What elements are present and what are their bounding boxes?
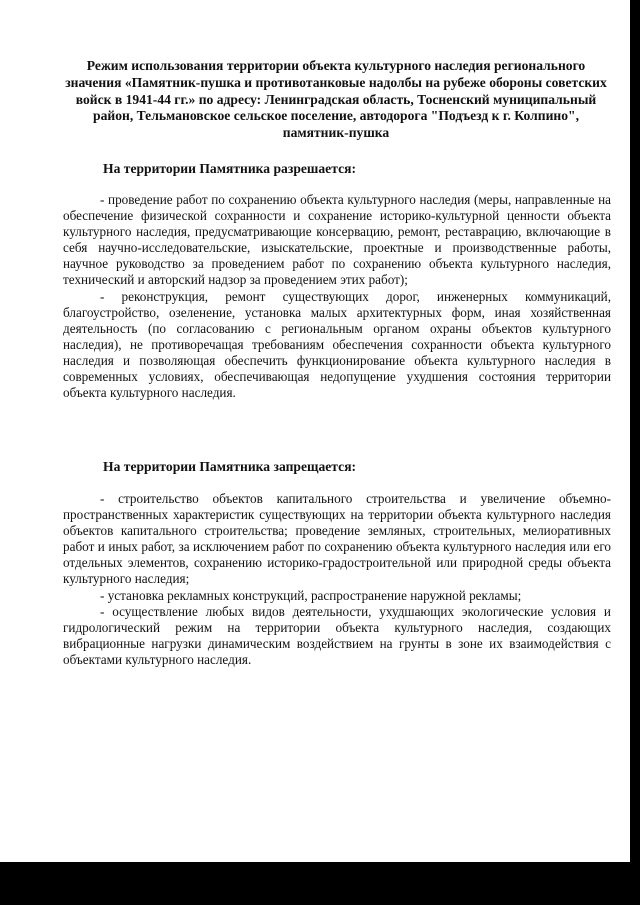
prohibited-heading: На территории Памятника запрещается:	[103, 459, 357, 474]
prohibited-item-environment: - осуществление любых видов деятельности, ухудшающих экологические условия и гидрологический режим на территории объекта культурного наследия, создающих вибрационные нагрузки динамическим воздействием на грунты в зоне их взаимодействия с объектами культурного наследия.	[63, 603, 611, 667]
prohibited-item-advertising: - установка рекламных конструкций, распространение наружной рекламы;	[100, 587, 522, 603]
allowed-item-reconstruction: - реконструкция, ремонт существующих дорог, инженерных коммуникаций, благоустройство, озеленение, установка малых архитектурных форм, иная хозяйственная деятельность (по согласованию с региональным органом охраны объектов культурного наследия), не противоречащая требованиям обеспечения сохранности объекта культурного наследия и позволяющая обеспечить функционирование объекта культурного наследия в современных условиях, обеспечивающая недопущение ухудшения состояния территории объекта культурного наследия.	[63, 288, 611, 401]
prohibited-section	[63, 491, 611, 668]
allowed-section	[63, 192, 611, 401]
prohibited-item-construction: - строительство объектов капитального строительства и увеличение объемно-пространственных характеристик существующих на территории объекта культурного наследия объектов капитального строительства; проведение земляных, строительных, мелиоративных работ и иных работ, за исключением работ по сохранению объекта культурного наследия или его отдельных элементов, сохранению историко-градостроительной или природной среды объекта культурного наследия;	[63, 491, 611, 587]
document-title: Режим использования территории объекта культурного наследия регионального значения «Памятник-пушка и противотанковые надолбы на рубеже обороны советских войск в 1941-44 гг.» по адресу: Ленинградская область, Тосненский муниципальный район, Тельмановское сельское поселение, автодорога "Подъезд к г. Колпино", памятник-пушка	[65, 58, 607, 141]
allowed-item-preservation: - проведение работ по сохранению объекта культурного наследия (меры, направленные на обеспечение физической сохранности и сохранение историко-культурной ценности объекта культурного наследия, предусматривающие консервацию, ремонт, реставрацию, включающие в себя научно-исследовательские, изыскательские, проектные и производственные работы, научное руководство за проведением работ по сохранению объекта культурного наследия, технический и авторский надзор за проведением этих работ);	[63, 192, 611, 288]
allowed-heading: На территории Памятника разрешается:	[103, 161, 356, 176]
